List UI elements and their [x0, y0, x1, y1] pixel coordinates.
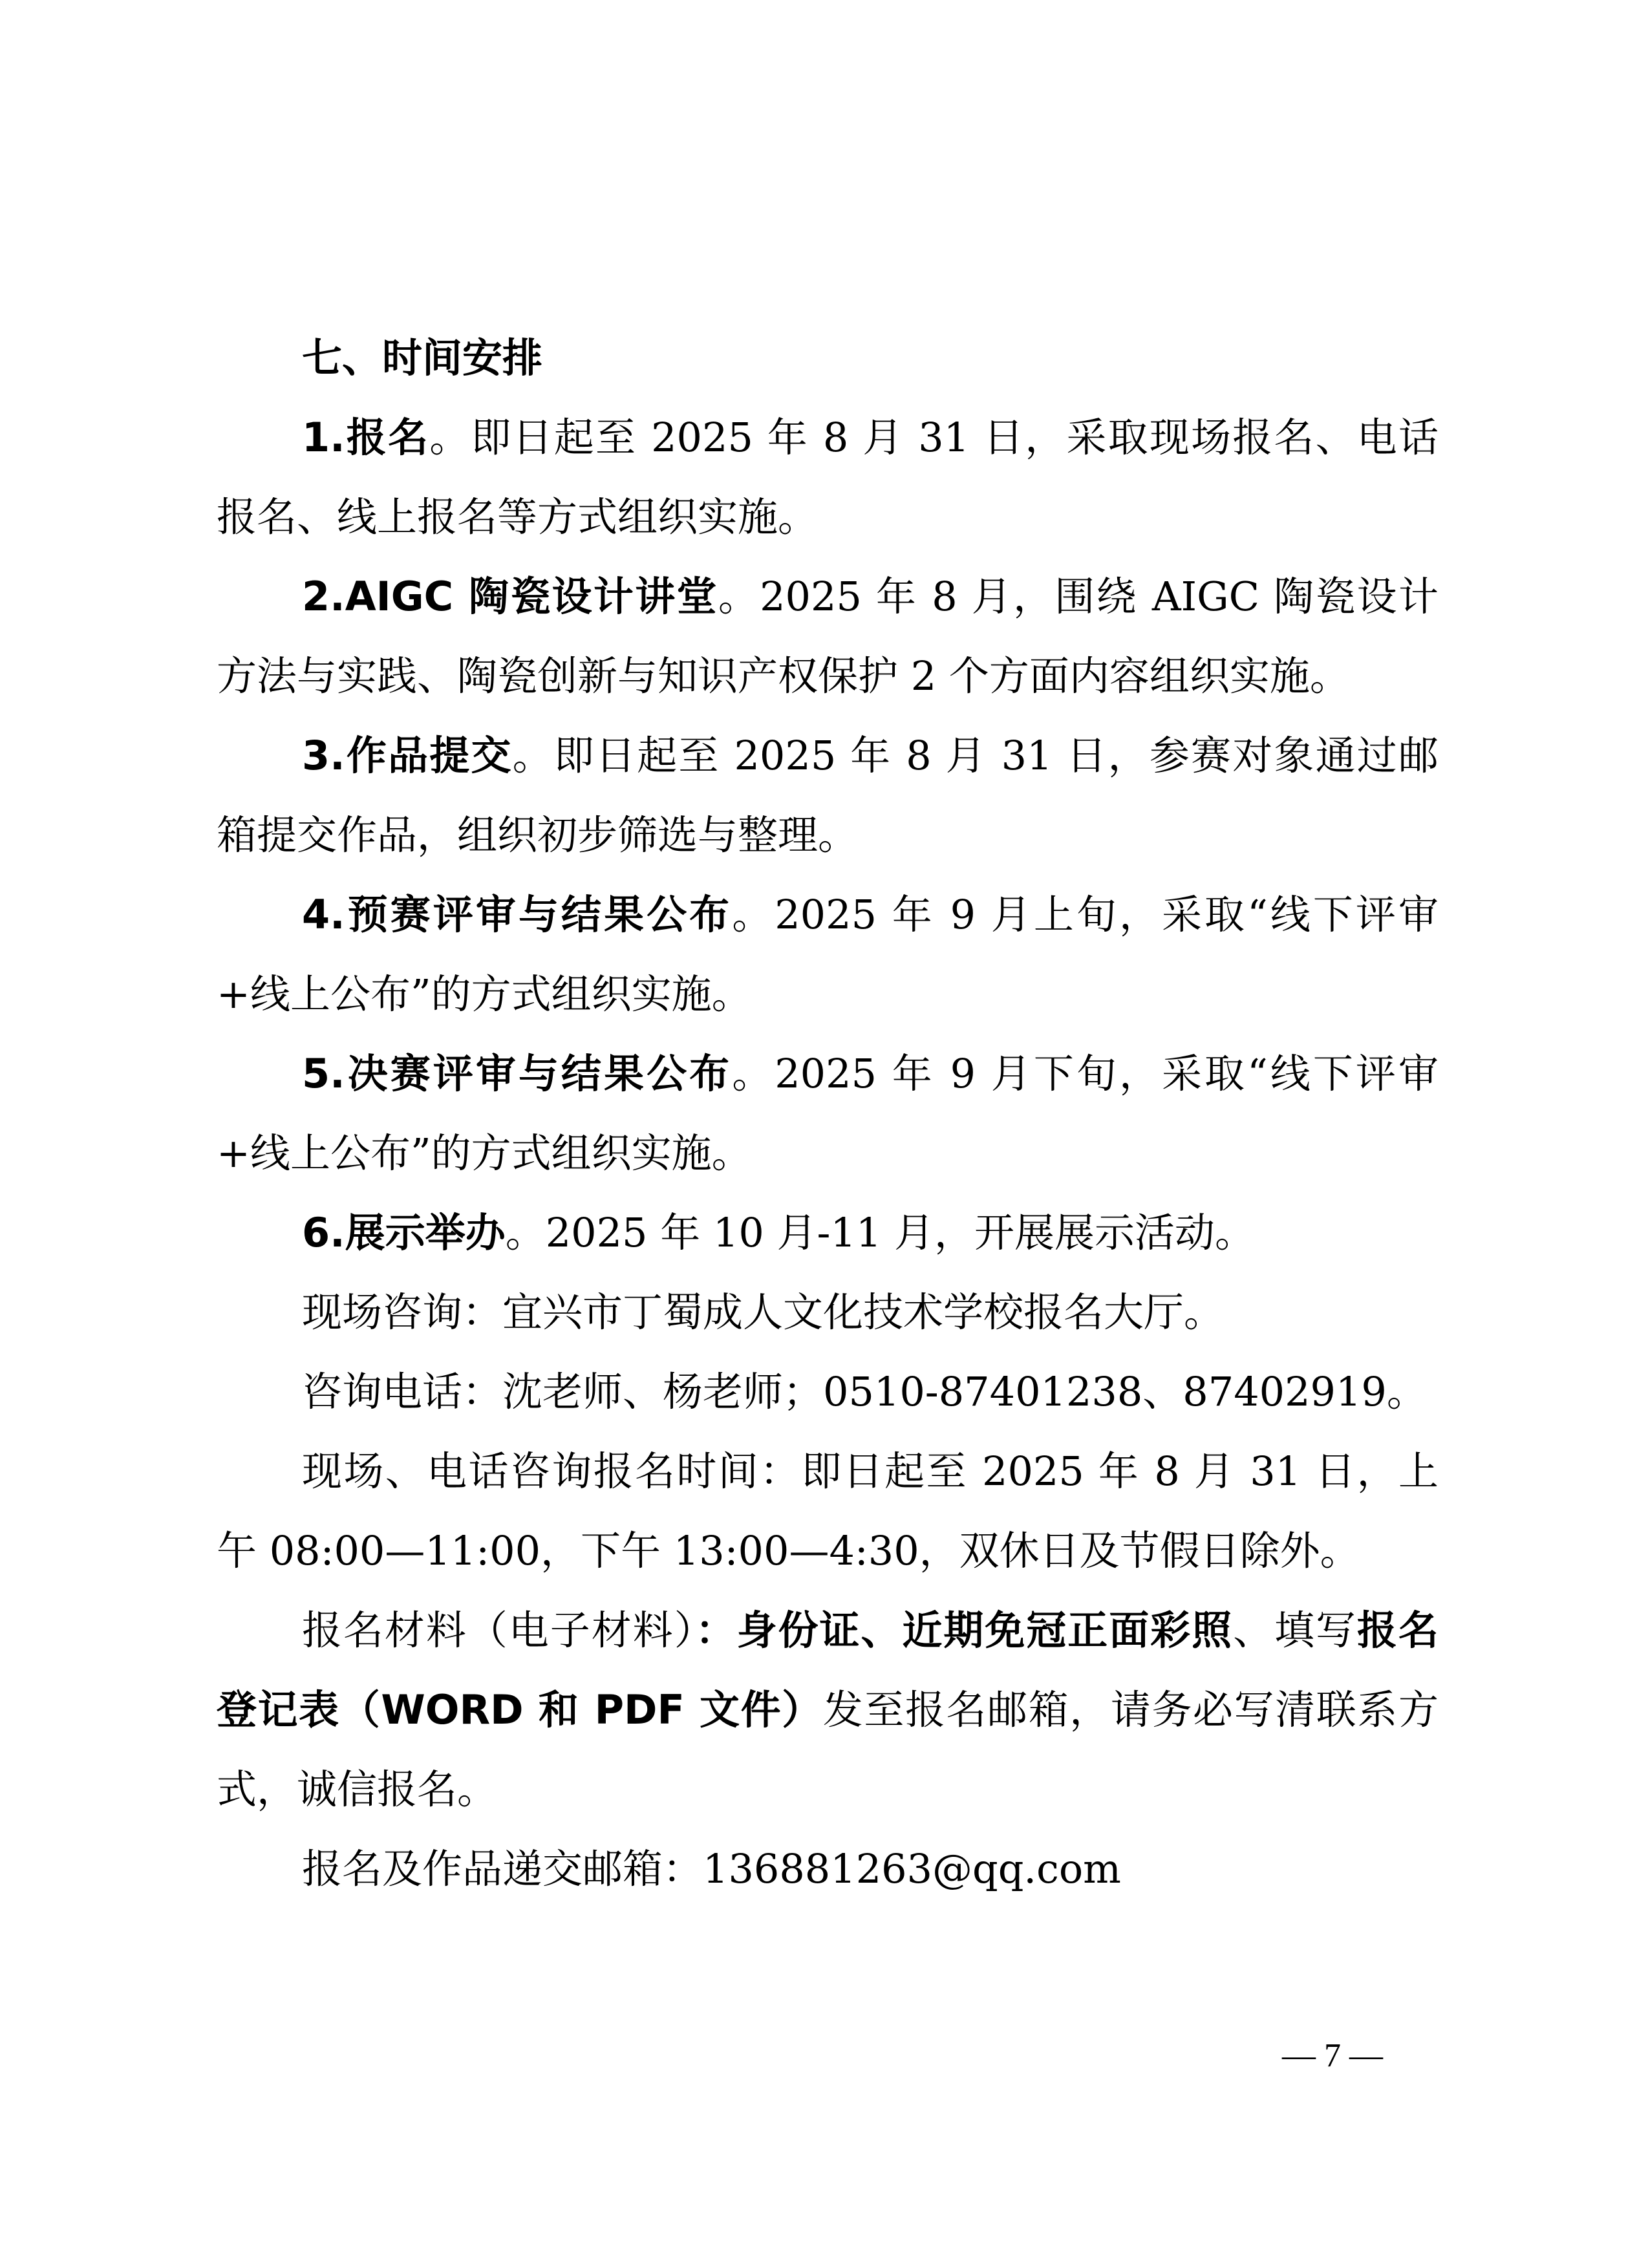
consultation-phone: 咨询电话：沈老师、杨老师；0510-87401238、87402919。	[302, 1368, 1427, 1415]
onsite-consultation: 现场咨询：宜兴市丁蜀成人文化技术学校报名大厅。	[302, 1289, 1225, 1336]
item-text: 。2025 年 10 月-11 月，开展展示活动。	[505, 1209, 1256, 1256]
schedule-item-registration	[217, 398, 1439, 557]
item-label: 4.预赛评审与结果公布	[302, 891, 733, 938]
schedule-item-submission	[217, 716, 1439, 875]
document-body	[217, 318, 1439, 1909]
schedule-item-lecture	[217, 557, 1439, 716]
materials-suffix: 发至报名邮箱，请务必写清联系方式，诚信报名。	[217, 1686, 1439, 1813]
email-address[interactable]: 136881263@qq.com	[703, 1845, 1121, 1892]
materials-mid: 、填写	[1233, 1607, 1357, 1654]
email-label: 报名及作品递交邮箱：	[302, 1845, 703, 1892]
schedule-item-final	[217, 1034, 1439, 1193]
item-text: 。2025 年 9 月下旬，采取“线下评审+线上公布”的方式组织实施。	[217, 1050, 1439, 1177]
registration-materials	[217, 1590, 1439, 1829]
materials-prefix: 报名材料（电子材料）	[302, 1607, 696, 1654]
section-heading: 七、时间安排	[302, 334, 543, 381]
item-text: 。2025 年 9 月上旬，采取“线下评审+线上公布”的方式组织实施。	[217, 891, 1439, 1018]
item-label: 2.AIGC 陶瓷设计讲堂	[302, 573, 718, 620]
item-label: 6.展示举办	[302, 1209, 506, 1256]
consultation-hours: 现场、电话咨询报名时间：即日起至 2025 年 8 月 31 日，上午 08:00—11:00，下午 13:00—4:30，双休日及节假日除外。	[217, 1448, 1439, 1574]
item-label: 1.报名	[302, 414, 430, 461]
page-number: — 7 —	[1282, 2037, 1383, 2074]
item-text: 。即日起至 2025 年 8 月 31 日，采取现场报名、电话报名、线上报名等方式组织实施。	[217, 414, 1439, 540]
item-label: 5.决赛评审与结果公布	[302, 1050, 733, 1097]
item-label: 3.作品提交	[302, 732, 513, 779]
schedule-item-exhibition	[217, 1193, 1439, 1272]
materials-registration-form: 报名登记表（WORD 和 PDF 文件）	[217, 1607, 1439, 1733]
schedule-item-preliminary	[217, 875, 1439, 1034]
materials-required-docs: ：身份证、近期免冠正面彩照	[695, 1607, 1234, 1654]
submission-email	[217, 1829, 1439, 1909]
item-text: 。2025 年 8 月，围绕 AIGC 陶瓷设计方法与实践、陶瓷创新与知识产权保护 2 个方面内容组织实施。	[217, 573, 1439, 700]
item-text: 。即日起至 2025 年 8 月 31 日，参赛对象通过邮箱提交作品，组织初步筛选与整理。	[217, 732, 1439, 859]
